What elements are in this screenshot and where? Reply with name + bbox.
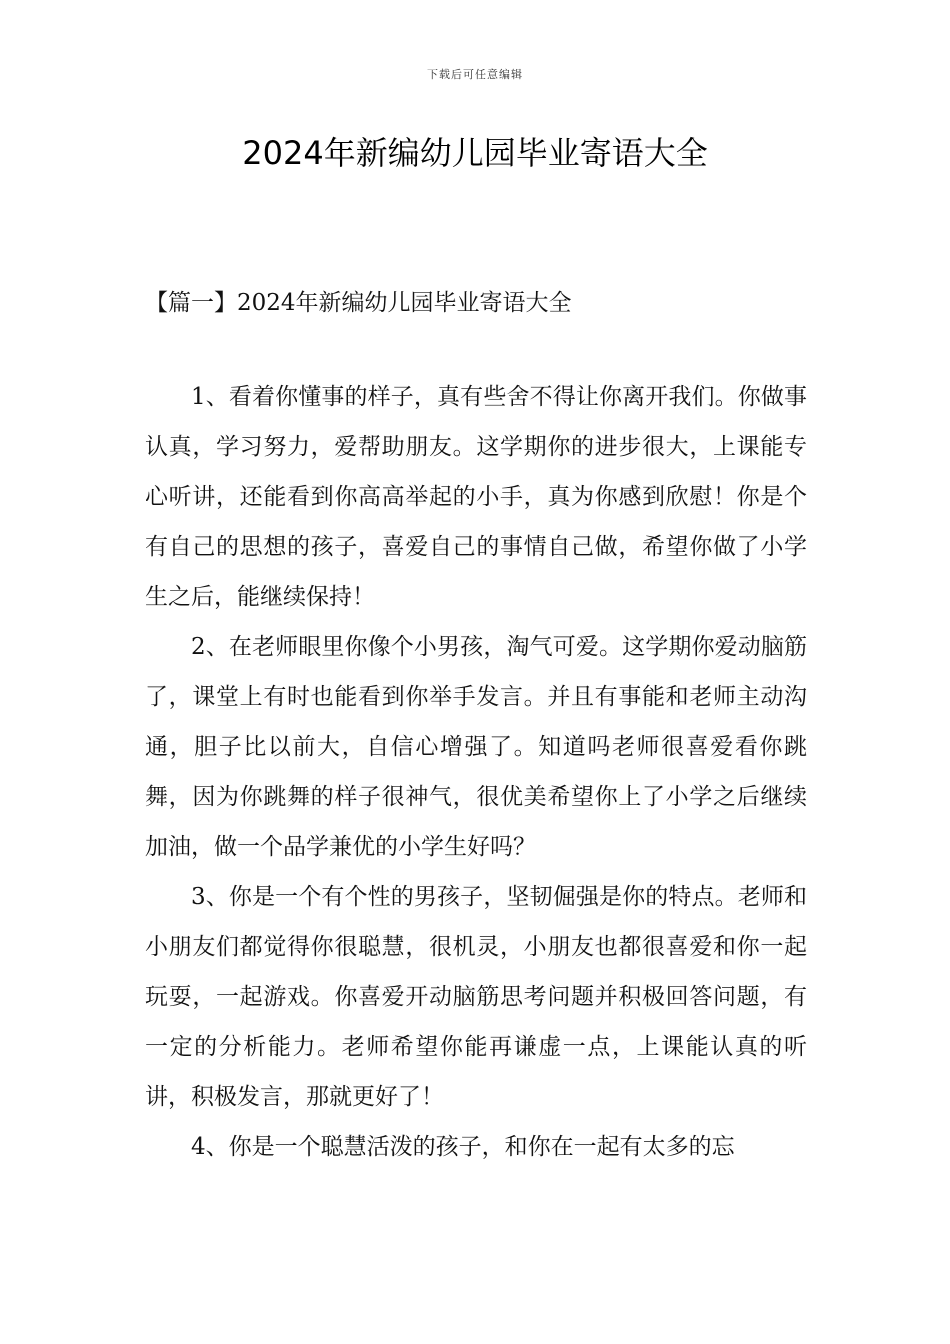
paragraph-4: 4、你是一个聪慧活泼的孩子，和你在一起有太多的忘 (191, 1134, 735, 1160)
paragraph-3: 3、你是一个有个性的男孩子，坚韧倔强是你的特点。老师和小朋友们都觉得你很聪慧，很机灵，小朋友也都很喜爱和你一起玩耍，一起游戏。你喜爱开动脑筋思考问题并积极回答问题，有一定的分析能力。老师希望你能再谦虚一点，上课能认真的听讲，积极发言，那就更好了！ (145, 884, 807, 1110)
paragraph-1: 1、看着你懂事的样子，真有些舍不得让你离开我们。你做事认真，学习努力，爱帮助朋友。这学期你的进步很大，上课能专心听讲，还能看到你高高举起的小手，真为你感到欣慰！你是个有自己的思想的孩子，喜爱自己的事情自己做，希望你做了小学生之后，能继续保持！ (145, 384, 807, 610)
document-title: 2024年新编幼儿园毕业寄语大全 (242, 134, 708, 172)
paragraph-2: 2、在老师眼里你像个小男孩，淘气可爱。这学期你爱动脑筋了，课堂上有时也能看到你举手发言。并且有事能和老师主动沟通，胆子比以前大，自信心增强了。知道吗老师很喜爱看你跳舞，因为你跳舞的样子很神气，很优美希望你上了小学之后继续加油，做一个品学兼优的小学生好吗？ (145, 634, 807, 860)
section-heading: 【篇一】2024年新编幼儿园毕业寄语大全 (145, 290, 572, 316)
header-note: 下载后可任意编辑 (427, 68, 523, 81)
body-text (145, 372, 807, 1172)
